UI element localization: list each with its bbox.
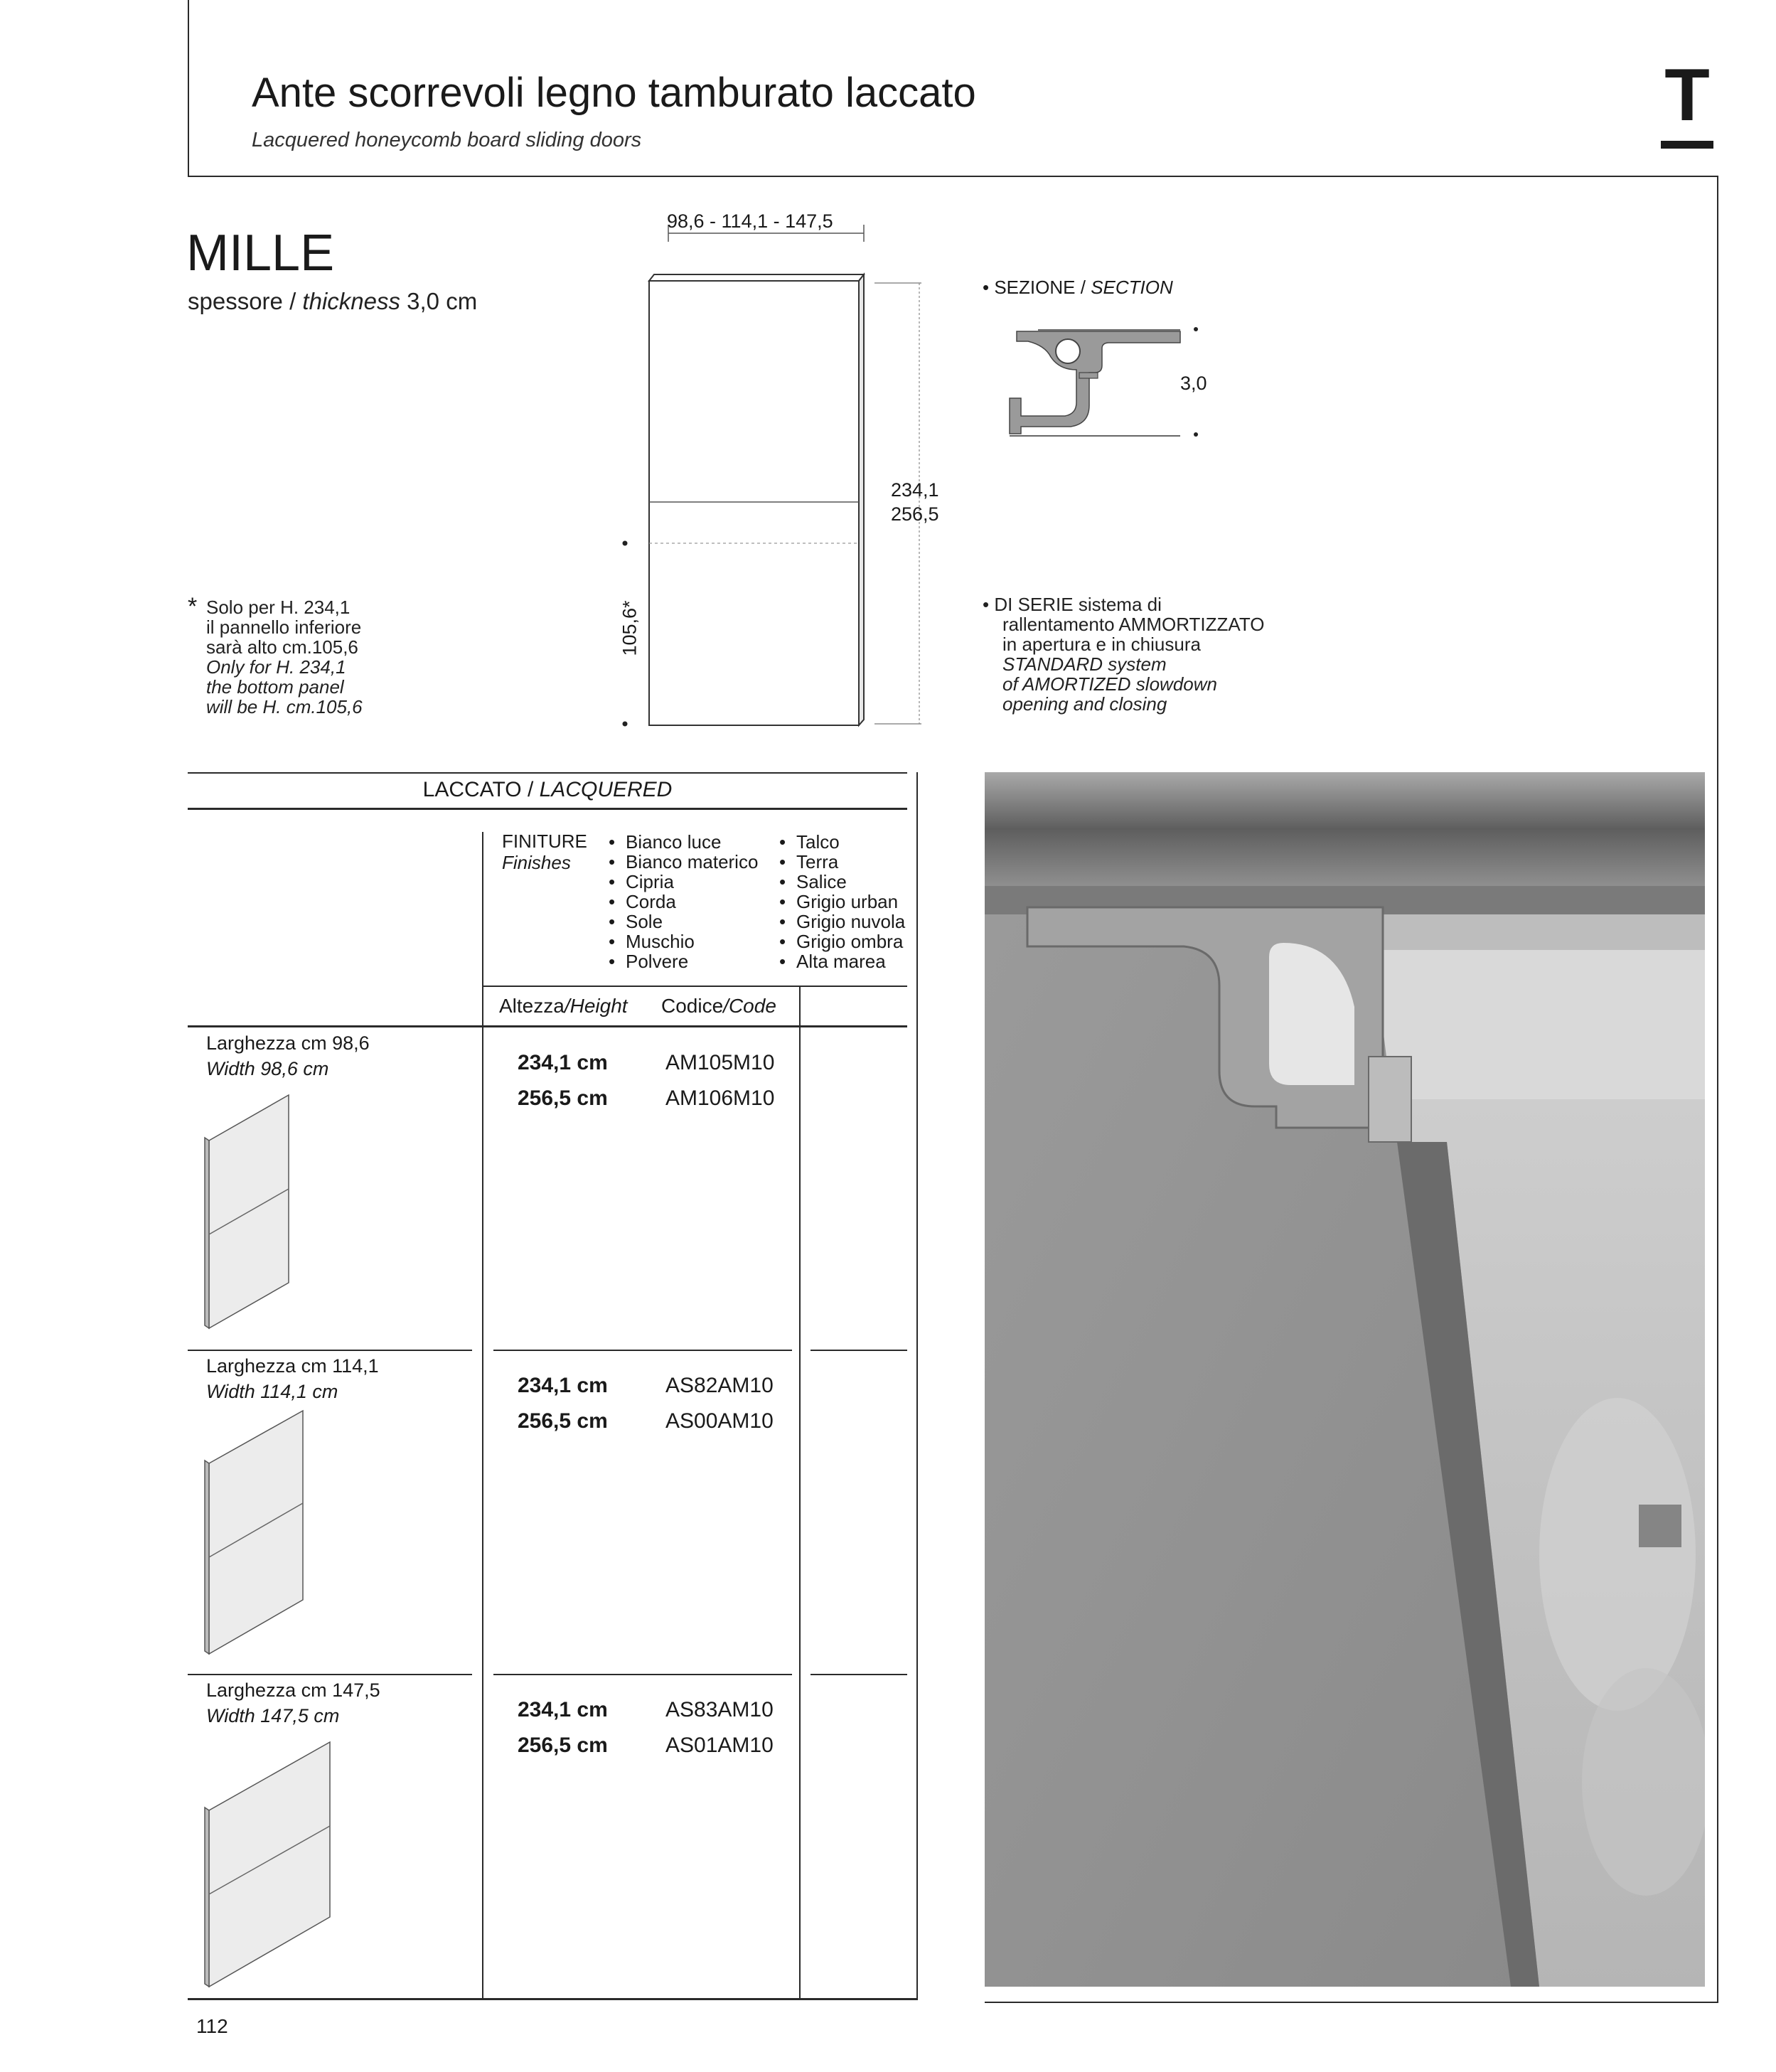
height-dimension-1: 234,1 <box>891 479 939 501</box>
finishes-list-1 <box>609 832 758 971</box>
row-code: AM106M10 <box>665 1086 775 1110</box>
code-label-it: Codice <box>661 995 724 1017</box>
finish-item: • Talco <box>779 832 905 852</box>
standard-strong-2: AMMORTIZZATO <box>1118 614 1265 635</box>
section-letter-badge <box>1661 54 1713 151</box>
row-code: AM105M10 <box>665 1051 775 1074</box>
height-label-it: Altezza <box>499 995 565 1017</box>
height-column-header <box>499 994 628 1018</box>
table-header <box>188 776 907 803</box>
table-row-width <box>206 1680 380 1727</box>
finish-item: • Polvere <box>609 951 758 971</box>
footnote-it-1: Solo per H. 234,1 <box>206 597 351 618</box>
product-name: MILLE <box>186 225 335 282</box>
row-width-it: Larghezza cm 114,1 <box>206 1355 379 1377</box>
row-height: 256,5 cm <box>518 1409 608 1433</box>
table-header-rule <box>188 808 907 810</box>
row-width-it: Larghezza cm 147,5 <box>206 1680 380 1701</box>
footnote-en-2: the bottom panel <box>206 676 344 698</box>
thickness-sep: / <box>289 288 296 314</box>
door-thumbnail <box>203 1408 310 1664</box>
table-header-it: LACCATO <box>422 778 522 801</box>
table-bottom-rule <box>188 1998 918 2000</box>
door-drawing <box>611 206 953 747</box>
column-divider-2 <box>799 986 801 1999</box>
finish-item: • Cipria <box>609 872 758 892</box>
row-height: 234,1 cm <box>518 1374 608 1397</box>
frame-right <box>1717 176 1718 2003</box>
finishes-label-it: FINITURE <box>502 831 587 852</box>
table-row-width <box>206 1032 370 1080</box>
row-height: 234,1 cm <box>518 1051 608 1074</box>
door-thumbnail <box>203 1739 346 1995</box>
thickness-value: 3,0 cm <box>407 288 478 314</box>
table-row-width <box>206 1355 379 1403</box>
footnote-it-2: il pannello inferiore <box>206 616 362 638</box>
standard-en-3: opening and closing <box>1002 693 1167 715</box>
finishes-label <box>502 831 587 873</box>
standard-note-line-2 <box>983 614 1264 634</box>
width-dimensions: 98,6 - 114,1 - 147,5 <box>667 210 833 232</box>
frame-header-rule <box>188 176 1718 177</box>
row-code: AS01AM10 <box>665 1734 774 1757</box>
product-detail-photo <box>985 772 1705 1987</box>
row-width-en: Width 98,6 cm <box>206 1058 329 1079</box>
column-header-rule <box>188 1025 907 1027</box>
height-label-en: /Height <box>564 995 628 1017</box>
row-divider <box>493 1350 792 1351</box>
finish-item: • Grigio nuvola <box>779 912 905 931</box>
bullet: • <box>983 277 990 298</box>
finish-item: • Corda <box>609 892 758 912</box>
section-dot-top <box>1194 327 1198 331</box>
door-thumbnail <box>203 1092 296 1334</box>
bullet: • <box>983 594 990 615</box>
finish-item: • Alta marea <box>779 951 905 971</box>
lower-panel-dimension: 105,6* <box>619 600 641 656</box>
standard-en-2: of AMORTIZED slowdown <box>1002 673 1217 695</box>
section-label-it: SEZIONE <box>994 277 1076 298</box>
footnote-it-3: sarà alto cm.105,6 <box>206 636 358 658</box>
column-divider-3 <box>916 772 918 1999</box>
section-letter: T <box>1664 54 1710 137</box>
footnote <box>206 597 363 717</box>
standard-en-1: STANDARD system <box>1002 653 1167 675</box>
row-height: 234,1 cm <box>518 1698 608 1721</box>
thickness-label-en: thickness <box>302 288 400 314</box>
row-width-en: Width 114,1 cm <box>206 1381 338 1402</box>
section-letter-underline <box>1661 141 1713 149</box>
standard-text-2: rallentamento <box>1002 614 1115 635</box>
footnote-en-1: Only for H. 234,1 <box>206 656 346 678</box>
finishes-list-2 <box>779 832 905 971</box>
row-width-en: Width 147,5 cm <box>206 1705 340 1726</box>
row-height: 256,5 cm <box>518 1086 608 1110</box>
page-title: Ante scorrevoli legno tamburato laccato <box>252 70 976 116</box>
standard-text-1: sistema di <box>1078 594 1162 615</box>
table-header-sep: / <box>527 778 534 801</box>
table-header-en: LACQUERED <box>539 778 673 801</box>
page-subtitle: Lacquered honeycomb board sliding doors <box>252 129 642 151</box>
row-divider <box>811 1350 907 1351</box>
product-thickness <box>188 287 477 316</box>
code-label-en: /Code <box>723 995 776 1017</box>
thickness-label-it: spessore <box>188 288 283 314</box>
row-width-it: Larghezza cm 98,6 <box>206 1032 370 1054</box>
finish-item: • Bianco luce <box>609 832 758 852</box>
standard-note <box>983 594 1264 714</box>
footnote-star: * <box>188 593 198 620</box>
frame-left-top <box>188 0 189 176</box>
row-divider <box>811 1674 907 1675</box>
row-code: AS83AM10 <box>665 1698 774 1721</box>
code-column-header <box>661 994 776 1018</box>
frame-bottom-right <box>985 2002 1718 2003</box>
row-divider <box>188 1350 472 1351</box>
row-code: AS00AM10 <box>665 1409 774 1433</box>
finish-item: • Bianco materico <box>609 852 758 872</box>
section-label-sep: / <box>1080 277 1086 298</box>
section-dimension: 3,0 <box>1180 373 1207 394</box>
row-divider <box>493 1674 792 1675</box>
table-top-rule <box>188 772 907 774</box>
row-height: 256,5 cm <box>518 1734 608 1757</box>
finishes-label-en: Finishes <box>502 852 571 873</box>
footnote-en-3: will be H. cm.105,6 <box>206 696 363 717</box>
profile-section-drawing <box>995 320 1209 448</box>
finishes-bottom-rule <box>482 986 907 987</box>
finish-item: • Salice <box>779 872 905 892</box>
row-divider <box>188 1674 472 1675</box>
section-label-en: SECTION <box>1091 277 1173 298</box>
row-code: AS82AM10 <box>665 1374 774 1397</box>
finish-item: • Grigio urban <box>779 892 905 912</box>
photo-illustration <box>985 772 1705 1987</box>
finish-item: • Grigio ombra <box>779 931 905 951</box>
column-divider-1 <box>482 832 483 1999</box>
standard-strong-1: DI SERIE <box>994 594 1074 615</box>
standard-text-3: in apertura e in chiusura <box>1002 634 1201 655</box>
finish-item: • Muschio <box>609 931 758 951</box>
finish-item: • Sole <box>609 912 758 931</box>
section-dot-bottom <box>1194 432 1198 437</box>
page-number: 112 <box>196 2015 228 2037</box>
section-label <box>983 277 1173 297</box>
height-dimension-2: 256,5 <box>891 503 939 525</box>
finish-item: • Terra <box>779 852 905 872</box>
standard-note-line-1 <box>983 594 1264 614</box>
